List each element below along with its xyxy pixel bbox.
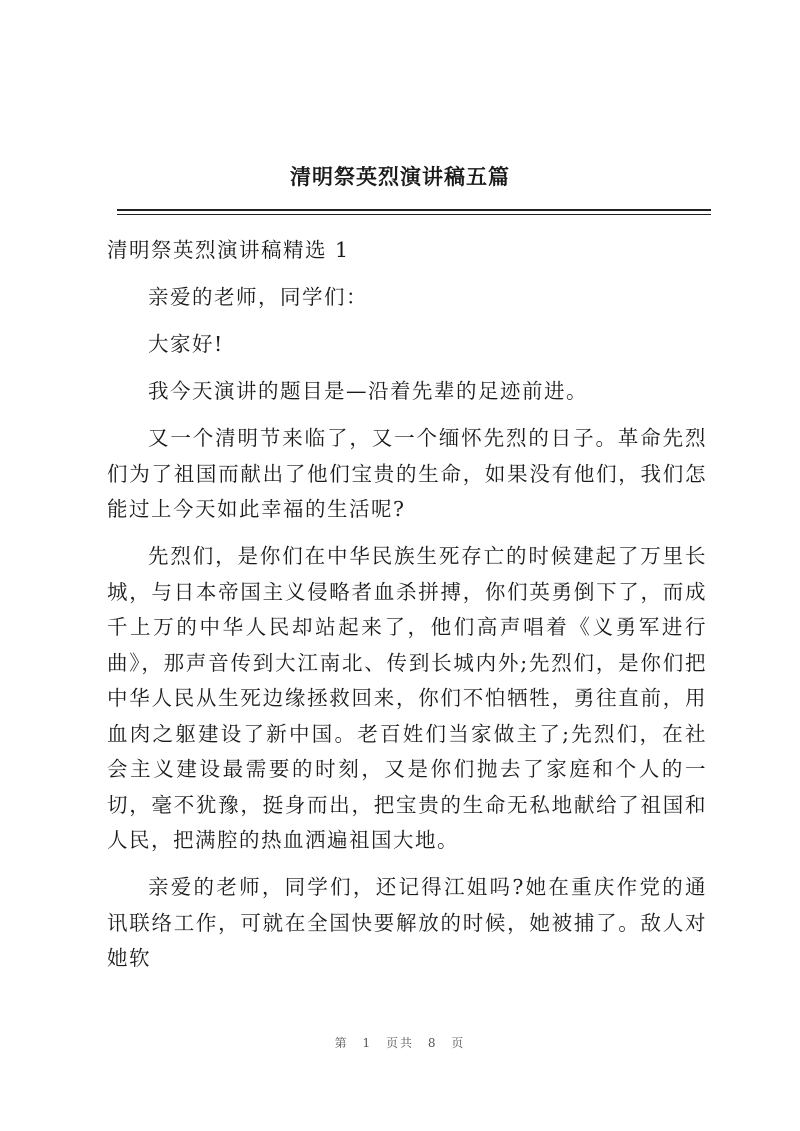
footer-prefix: 第 <box>334 1036 349 1050</box>
paragraph-topic: 我今天演讲的题目是—沿着先辈的足迹前进。 <box>148 379 588 403</box>
paragraph-martyrs: 先烈们，是你们在中华民族生死存亡的时候建起了万里长城，与日本帝国主义侵略者血杀拼搏，你们英勇倒下了，而成千上万的中华人民却站起来了，他们高声唱着《义勇军进行曲》，那声音传到大江南北、传到长城内外;先烈们，是你们把中华人民从生死边缘拯救回来，你们不怕牺牲，勇往直前，用血肉之躯建设了新中国。老百姓们当家做主了;先烈们，在社会主义建设最需要的时刻，又是你们抛去了家庭和个人的一切，毫不犹豫，挺身而出，把宝贵的生命无私地献给了祖国和人民，把满腔的热血洒遍祖国大地。 <box>107 544 707 852</box>
paragraph-greeting: 大家好! <box>148 332 224 356</box>
title-underline-thin <box>117 214 711 215</box>
document-body <box>107 233 707 988</box>
paragraph-jiangjie: 亲爱的老师，同学们，还记得江姐吗?她在重庆作党的通讯联络工作，可就在全国快要解放的时候，她被捕了。敌人对她软 <box>107 875 707 970</box>
footer-current-page: 1 <box>362 1036 373 1050</box>
paragraph-salutation: 亲爱的老师，同学们： <box>148 285 368 309</box>
title-underline-thick <box>117 209 711 211</box>
footer-middle: 页共 <box>385 1036 414 1050</box>
footer-suffix: 页 <box>451 1036 466 1050</box>
document-title: 清明祭英烈演讲稿五篇 <box>290 164 510 189</box>
section-heading: 清明祭英烈演讲稿精选 1 <box>107 238 350 262</box>
footer-total-pages: 8 <box>427 1036 438 1050</box>
paragraph-qingming: 又一个清明节来临了，又一个缅怀先烈的日子。革命先烈们为了祖国而献出了他们宝贵的生命，如果没有他们，我们怎能过上今天如此幸福的生活呢? <box>107 426 707 521</box>
page-footer <box>0 1034 800 1051</box>
